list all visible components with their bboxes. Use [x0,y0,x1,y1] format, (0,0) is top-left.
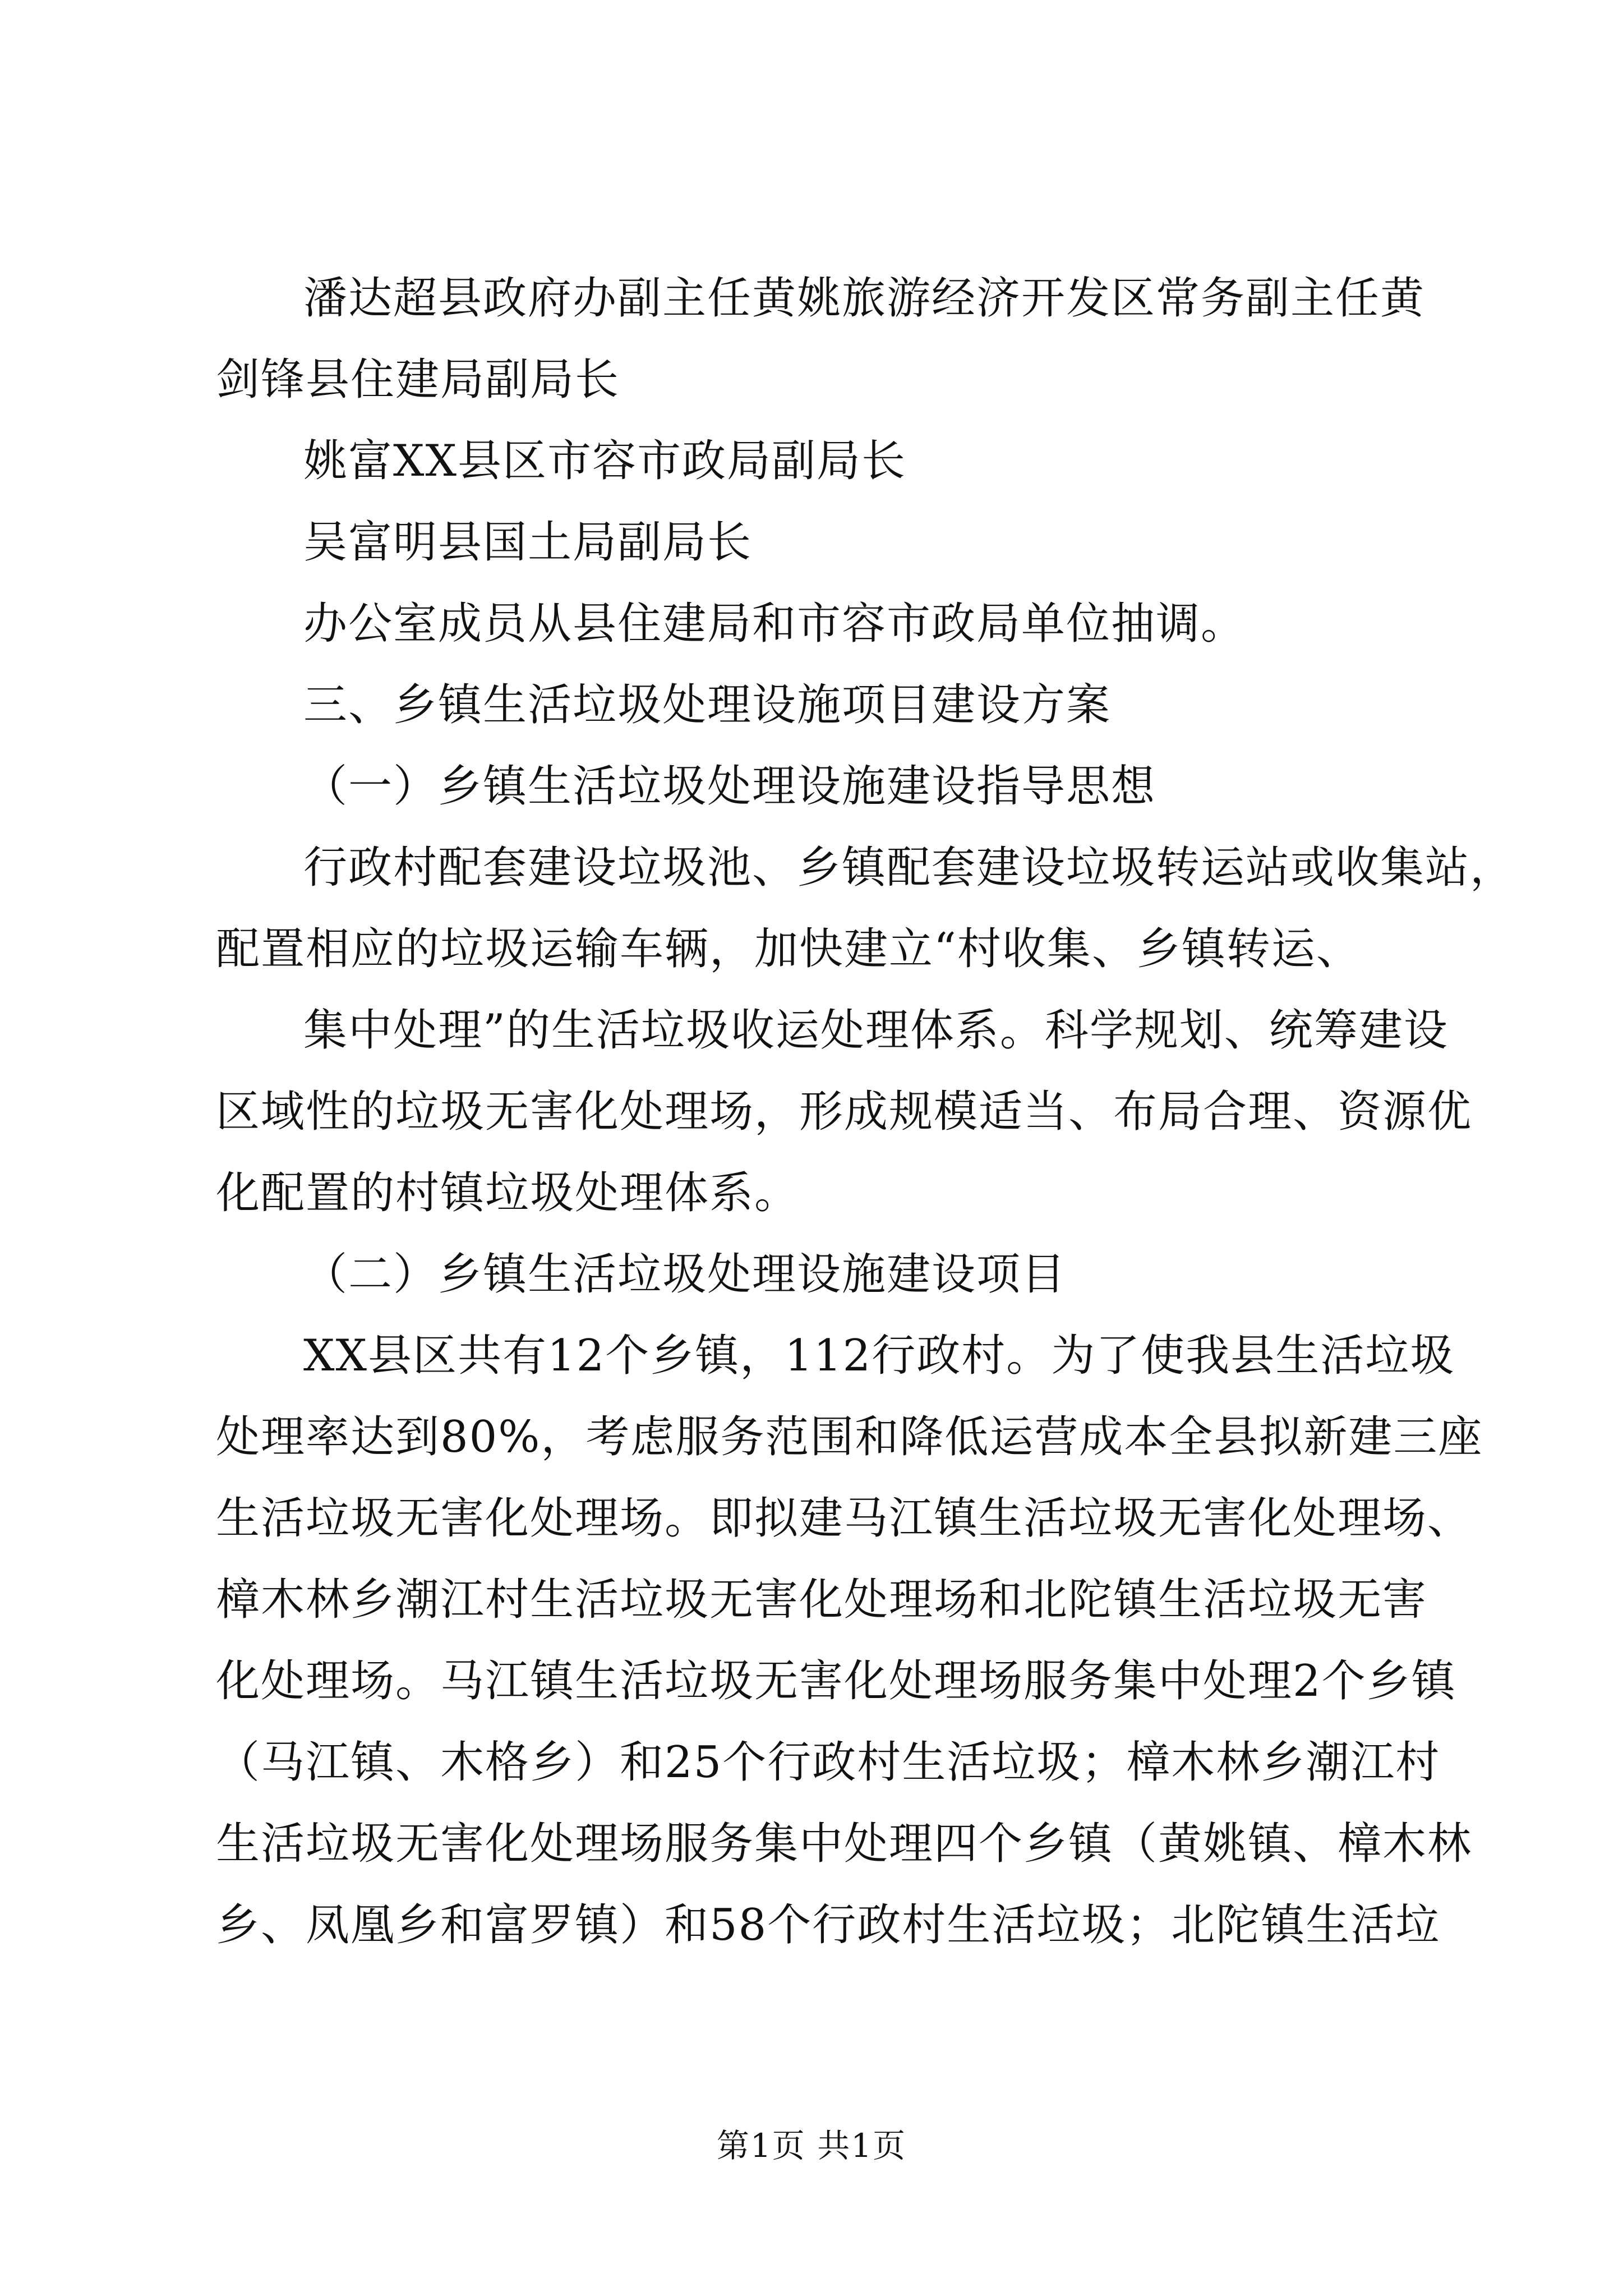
text-line-12: 化配置的村镇垃圾处理体系。 [216,1168,800,1218]
text-line-18: 化处理场。马江镇生活垃圾无害化处理场服务集中处理2个乡镇 [216,1656,1456,1706]
text-line-1: 潘达超县政府办副主任黄姚旅游经济开发区常务副主任黄 [303,273,1426,324]
subsection-heading-2: （二）乡镇生活垃圾处理设施建设项目 [303,1249,1067,1300]
text-line-16: 生活垃圾无害化处理场。即拟建马江镇生活垃圾无害化处理场、 [216,1493,1473,1544]
section-heading-3: 三、乡镇生活垃圾处理设施项目建设方案 [303,680,1112,730]
text-line-19: （马江镇、木格乡）和25个行政村生活垃圾；樟木林乡潮江村 [216,1737,1441,1788]
text-line-9: 配置相应的垃圾运输车辆，加快建立“村收集、乡镇转运、 [216,924,1361,974]
subsection-heading-1: （一）乡镇生活垃圾处理设施建设指导思想 [303,761,1156,812]
text-line-10: 集中处理”的生活垃圾收运处理体系。科学规划、统筹建设 [303,1005,1449,1056]
text-line-5: 办公室成员从县住建局和市容市政局单位抽调。 [303,599,1246,649]
page-footer: 第1页 共1页 [716,2127,907,2165]
text-line-21: 乡、凤凰乡和富罗镇）和58个行政村生活垃圾；北陀镇生活垃 [216,1900,1441,1950]
text-line-14: XX县区共有12个乡镇，112行政村。为了使我县生活垃圾 [303,1331,1455,1381]
text-line-8: 行政村配套建设垃圾池、乡镇配套建设垃圾转运站或收集站， [303,843,1515,893]
text-line-2: 剑锋县住建局副局长 [216,355,620,405]
document-body [216,258,1515,1966]
text-line-15: 处理率达到80%，考虑服务范围和降低运营成本全县拟新建三座 [216,1412,1483,1462]
text-line-20: 生活垃圾无害化处理场服务集中处理四个乡镇（黄姚镇、樟木林 [216,1819,1473,1869]
text-line-4: 吴富明县国土局副局长 [303,517,753,568]
text-line-11: 区域性的垃圾无害化处理场，形成规模适当、布局合理、资源优 [216,1087,1473,1137]
text-line-3: 姚富XX县区市容市政局副局长 [303,436,907,486]
text-line-17: 樟木林乡潮江村生活垃圾无害化处理场和北陀镇生活垃圾无害 [216,1575,1428,1625]
